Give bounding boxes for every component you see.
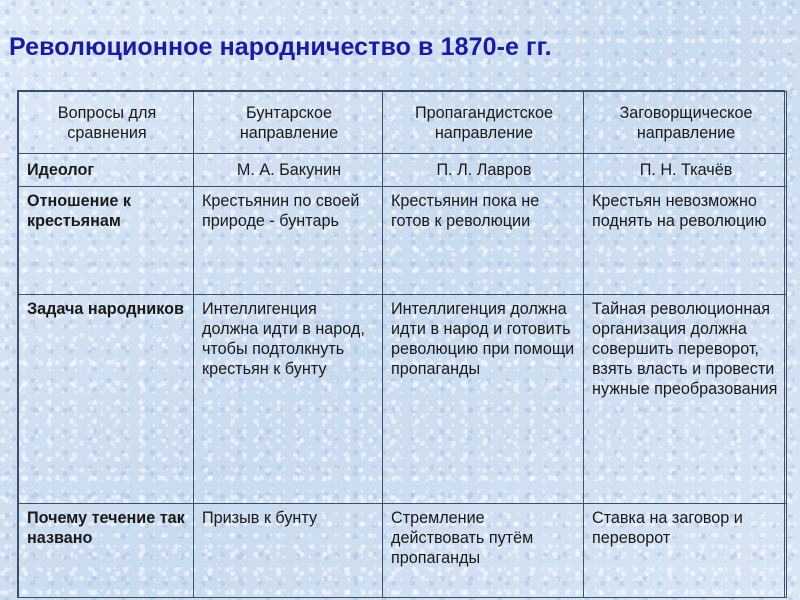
cell-attitude-rebel: Крестьянин по своей природе - бунтарь bbox=[194, 187, 383, 295]
row-label-attitude-peasants: Отношение к крестьянам bbox=[19, 187, 194, 295]
cell-task-conspiracy: Тайная революционная организация должна совершить переворот, взять власть и провести нужные преобразования bbox=[584, 295, 787, 504]
row-label-ideolog: Идеолог bbox=[19, 154, 194, 187]
cell-attitude-propaganda: Крестьянин пока не готов к революции bbox=[383, 187, 584, 295]
cell-task-rebel: Интеллигенция должна идти в народ, чтобы подтолкнуть крестьян к бунту bbox=[194, 295, 383, 504]
table-row-task-narodniks bbox=[19, 295, 787, 504]
cell-ideolog-propaganda: П. Л. Лавров bbox=[383, 154, 584, 187]
cell-name-reason-conspiracy: Ставка на заговор и переворот bbox=[584, 504, 787, 598]
header-propaganda-direction: Пропагандистское направление bbox=[383, 92, 584, 154]
cell-task-propaganda: Интеллигенция должна идти в народ и готовить революцию при помощи пропаганды bbox=[383, 295, 584, 504]
table-row-attitude-peasants bbox=[19, 187, 787, 295]
table-header-row bbox=[19, 92, 787, 154]
row-label-task-narodniks: Задача народников bbox=[19, 295, 194, 504]
header-rebel-direction: Бунтарское направление bbox=[194, 92, 383, 154]
cell-ideolog-rebel: М. А. Бакунин bbox=[194, 154, 383, 187]
header-comparison-questions: Вопросы для сравнения bbox=[19, 92, 194, 154]
cell-name-reason-propaganda: Стремление действовать путём пропаганды bbox=[383, 504, 584, 598]
table-row-ideolog bbox=[19, 154, 787, 187]
slide-title: Революционное народничество в 1870-е гг. bbox=[9, 33, 552, 61]
comparison-table bbox=[17, 90, 785, 598]
header-conspiracy-direction: Заговорщическое направление bbox=[584, 92, 787, 154]
row-label-name-reason: Почему течение так названо bbox=[19, 504, 194, 598]
cell-ideolog-conspiracy: П. Н. Ткачёв bbox=[584, 154, 787, 187]
table-row-name-reason bbox=[19, 504, 787, 598]
cell-attitude-conspiracy: Крестьян невозможно поднять на революцию bbox=[584, 187, 787, 295]
cell-name-reason-rebel: Призыв к бунту bbox=[194, 504, 383, 598]
